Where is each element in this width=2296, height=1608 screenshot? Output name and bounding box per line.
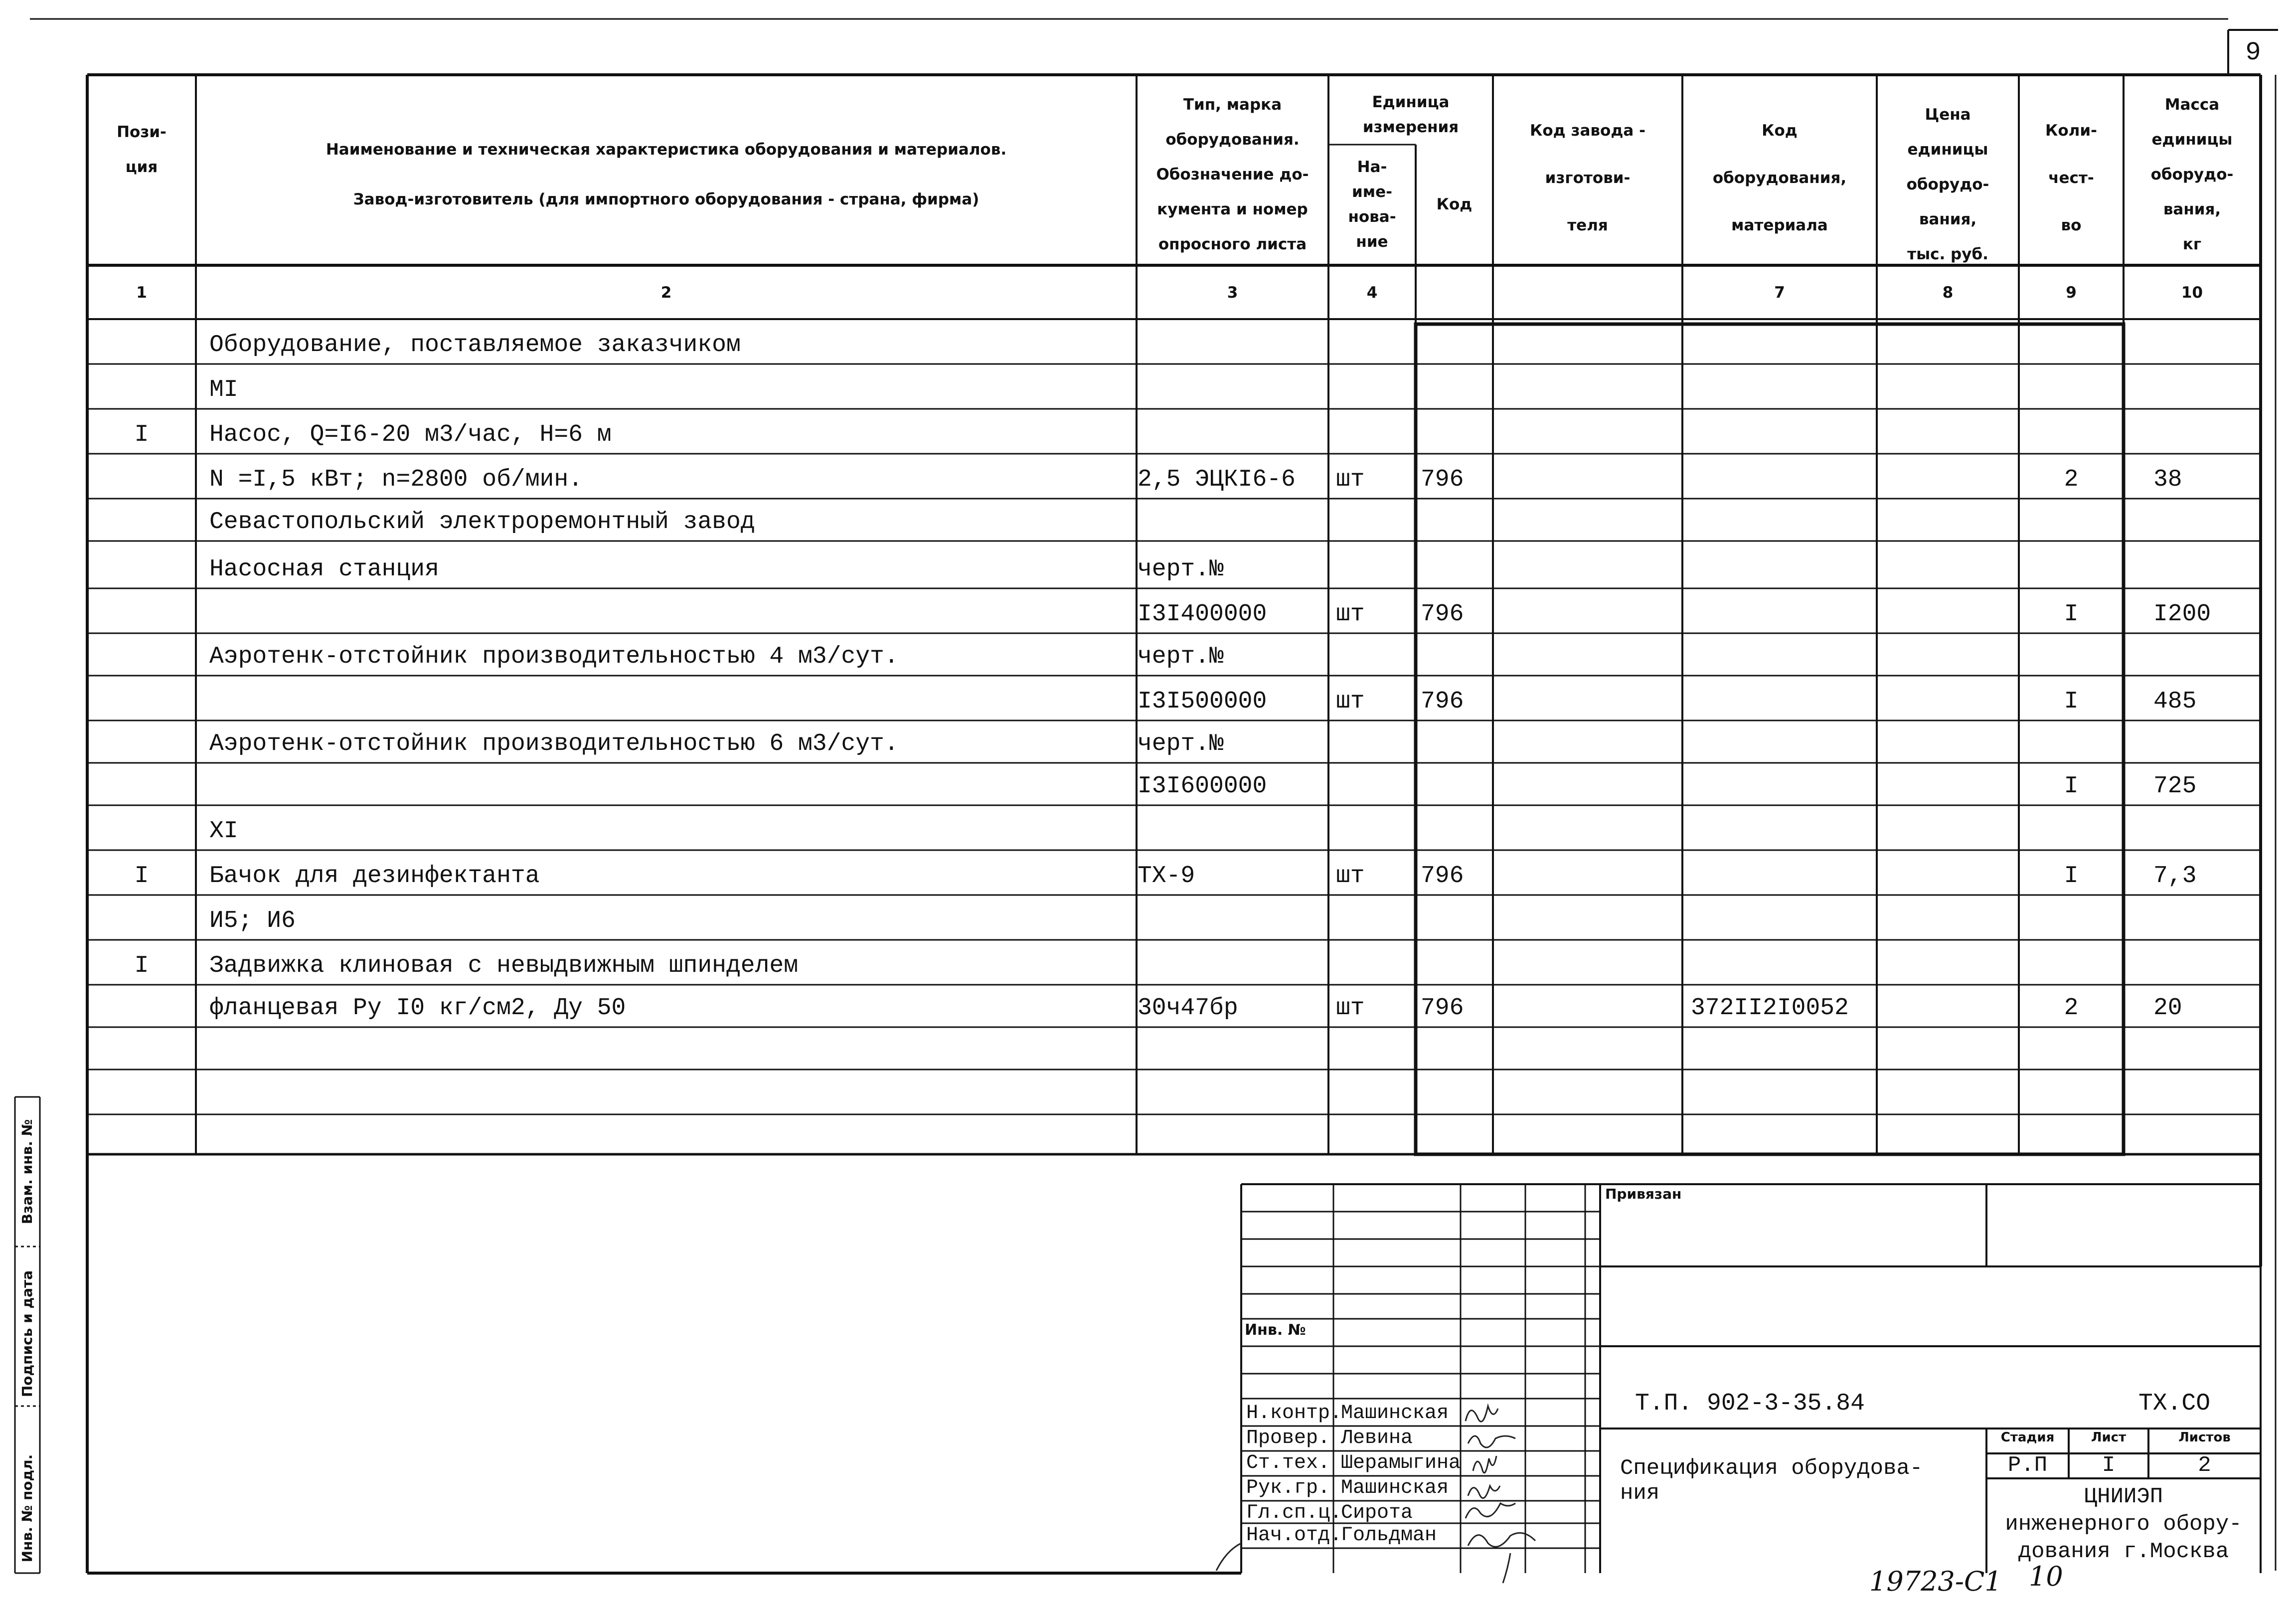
title-sheet-label: Лист bbox=[2091, 1430, 2127, 1445]
signature-name: Машинская bbox=[1341, 1477, 1449, 1499]
colnum-7: 7 bbox=[1774, 284, 1785, 302]
cell-code: 796 bbox=[1421, 688, 1464, 715]
colnum-10: 10 bbox=[2181, 284, 2203, 302]
cell-mass: 38 bbox=[2153, 466, 2182, 493]
cell-type: черт.№ bbox=[1138, 730, 1224, 757]
signature-name: Левина bbox=[1341, 1427, 1413, 1449]
colnum-9: 9 bbox=[2066, 284, 2077, 302]
title-sheets-label: Листов bbox=[2178, 1430, 2231, 1445]
cell-name: Бачок для дезинфектанта bbox=[209, 863, 540, 890]
title-doc-name: Спецификация оборудова- ния bbox=[1620, 1456, 1923, 1506]
signature-role: Нач.отд. bbox=[1246, 1524, 1342, 1547]
cell-mass: 20 bbox=[2153, 995, 2182, 1022]
signature-name: Гольдман bbox=[1341, 1524, 1437, 1547]
cell-name: Аэротенк-отстойник производительностью 4 м3/сут. bbox=[209, 643, 899, 670]
cell-qty: 2 bbox=[2064, 466, 2079, 493]
header-col1: Пози- ция bbox=[117, 123, 166, 176]
footer-handwritten-code: 19723-С1 bbox=[1869, 1566, 2002, 1597]
header-col6: Код завода - изготови- теля bbox=[1530, 122, 1645, 234]
header-col9: Коли- чест- во bbox=[2045, 122, 2097, 234]
cell-unit: шт bbox=[1336, 601, 1365, 628]
colnum-4: 4 bbox=[1366, 284, 1378, 302]
cell-type: I3I400000 bbox=[1138, 601, 1267, 628]
colnum-1: 1 bbox=[136, 284, 147, 302]
page-number: 9 bbox=[2245, 38, 2261, 67]
title-sheet-code: ТХ.СО bbox=[2138, 1390, 2211, 1417]
cell-type: 30ч47бр bbox=[1138, 995, 1238, 1022]
colnum-3: 3 bbox=[1227, 284, 1238, 302]
header-col4: На- име- нова- ние bbox=[1348, 158, 1396, 251]
header-col8: Цена единицы оборудо- вания, тыс. руб. bbox=[1906, 106, 1989, 263]
cell-type: 2,5 ЭЦКI6-6 bbox=[1138, 466, 1296, 493]
header-col3: Тип, марка оборудования. Обозначение до- кумента и номер опросного листа bbox=[1156, 96, 1309, 253]
cell-unit: шт bbox=[1336, 688, 1365, 715]
cell-name: Аэротенк-отстойник производительностью 6 м3/сут. bbox=[209, 730, 899, 757]
colnum-8: 8 bbox=[1942, 284, 1954, 302]
cell-qty: I bbox=[2064, 688, 2079, 715]
cell-code: 796 bbox=[1421, 466, 1464, 493]
title-organization: ЦНИИЭП инженерного обору- дования г.Москва bbox=[2005, 1484, 2242, 1564]
colnum-2: 2 bbox=[660, 284, 672, 302]
header-col5: Код bbox=[1436, 195, 1473, 213]
cell-mass: 725 bbox=[2153, 773, 2197, 800]
cell-name: Насосная станция bbox=[209, 556, 439, 583]
cell-qty: I bbox=[2064, 773, 2079, 800]
signature-role: Рук.гр. bbox=[1246, 1477, 1330, 1499]
signature-role: Ст.тех. bbox=[1246, 1452, 1330, 1474]
margin-vzam-inv: Взам. инв. № bbox=[19, 1119, 35, 1225]
cell-type: черт.№ bbox=[1138, 556, 1224, 583]
footer-page-number: 10 bbox=[2029, 1561, 2063, 1592]
cell-unit: шт bbox=[1336, 863, 1365, 890]
cell-name: Оборудование, поставляемое заказчиком bbox=[209, 332, 741, 358]
cell-mass: I200 bbox=[2153, 601, 2211, 628]
signature-role: Гл.сп.ц. bbox=[1246, 1502, 1342, 1524]
cell-type: черт.№ bbox=[1138, 643, 1224, 670]
signature-name: Шерамыгина bbox=[1341, 1452, 1461, 1474]
margin-inv-podl: Инв. № подл. bbox=[19, 1454, 35, 1563]
cell-pos: I bbox=[134, 952, 149, 979]
cell-code: 796 bbox=[1421, 995, 1464, 1022]
cell-name: Насос, Q=I6-20 м3/час, Н=6 м bbox=[209, 421, 612, 448]
cell-qty: I bbox=[2064, 863, 2079, 890]
header-col2: Наименование и техническая характеристика оборудования и материалов. Завод-изготовитель (для импортного оборудования - страна, фирма) bbox=[326, 141, 1007, 208]
cell-code: 796 bbox=[1421, 601, 1464, 628]
cell-type: I3I600000 bbox=[1138, 773, 1267, 800]
cell-name: МI bbox=[209, 376, 238, 403]
cell-name: фланцевая Ру I0 кг/см2, Ду 50 bbox=[209, 995, 626, 1022]
title-inv-no: Инв. № bbox=[1245, 1321, 1306, 1339]
title-privyazan: Привязан bbox=[1605, 1186, 1682, 1202]
title-sheets: 2 bbox=[2198, 1453, 2211, 1478]
signature-name: Машинская bbox=[1341, 1402, 1449, 1425]
cell-name: N =I,5 кВт; n=2800 об/мин. bbox=[209, 466, 583, 493]
cell-type: I3I500000 bbox=[1138, 688, 1267, 715]
header-unit-group: Единица измерения bbox=[1362, 93, 1459, 136]
cell-mass: 485 bbox=[2153, 688, 2197, 715]
signature-role: Н.контр. bbox=[1246, 1402, 1342, 1425]
cell-unit: шт bbox=[1336, 466, 1365, 493]
cell-unit: шт bbox=[1336, 995, 1365, 1022]
title-stage: Р.П bbox=[2007, 1453, 2048, 1478]
cell-qty: 2 bbox=[2064, 995, 2079, 1022]
left-margin-stamp bbox=[15, 1097, 40, 1573]
signature-name: Сирота bbox=[1341, 1502, 1413, 1524]
cell-mass: 7,3 bbox=[2153, 863, 2197, 890]
cell-pos: I bbox=[134, 421, 149, 448]
cell-qty: I bbox=[2064, 601, 2079, 628]
cell-name: Севастопольский электроремонтный завод bbox=[209, 509, 755, 536]
header-col10: Масса единицы оборудо- вания, кг bbox=[2150, 96, 2234, 253]
cell-mat: 372II2I0052 bbox=[1691, 995, 1849, 1022]
cell-code: 796 bbox=[1421, 863, 1464, 890]
title-doc-code: Т.П. 902-3-35.84 bbox=[1635, 1390, 1865, 1417]
title-stage-label: Стадия bbox=[2000, 1430, 2055, 1445]
header-col7: Код оборудования, материала bbox=[1712, 122, 1847, 234]
cell-name: Задвижка клиновая с невыдвижным шпинделем bbox=[209, 952, 798, 979]
signature-role: Провер. bbox=[1246, 1427, 1330, 1449]
cell-name: И5; И6 bbox=[209, 907, 296, 934]
cell-type: ТХ-9 bbox=[1138, 863, 1195, 890]
title-sheet: I bbox=[2102, 1453, 2116, 1478]
margin-signature-date: Подпись и дата bbox=[19, 1270, 35, 1398]
cell-name: ХI bbox=[209, 818, 238, 845]
cell-pos: I bbox=[134, 863, 149, 890]
